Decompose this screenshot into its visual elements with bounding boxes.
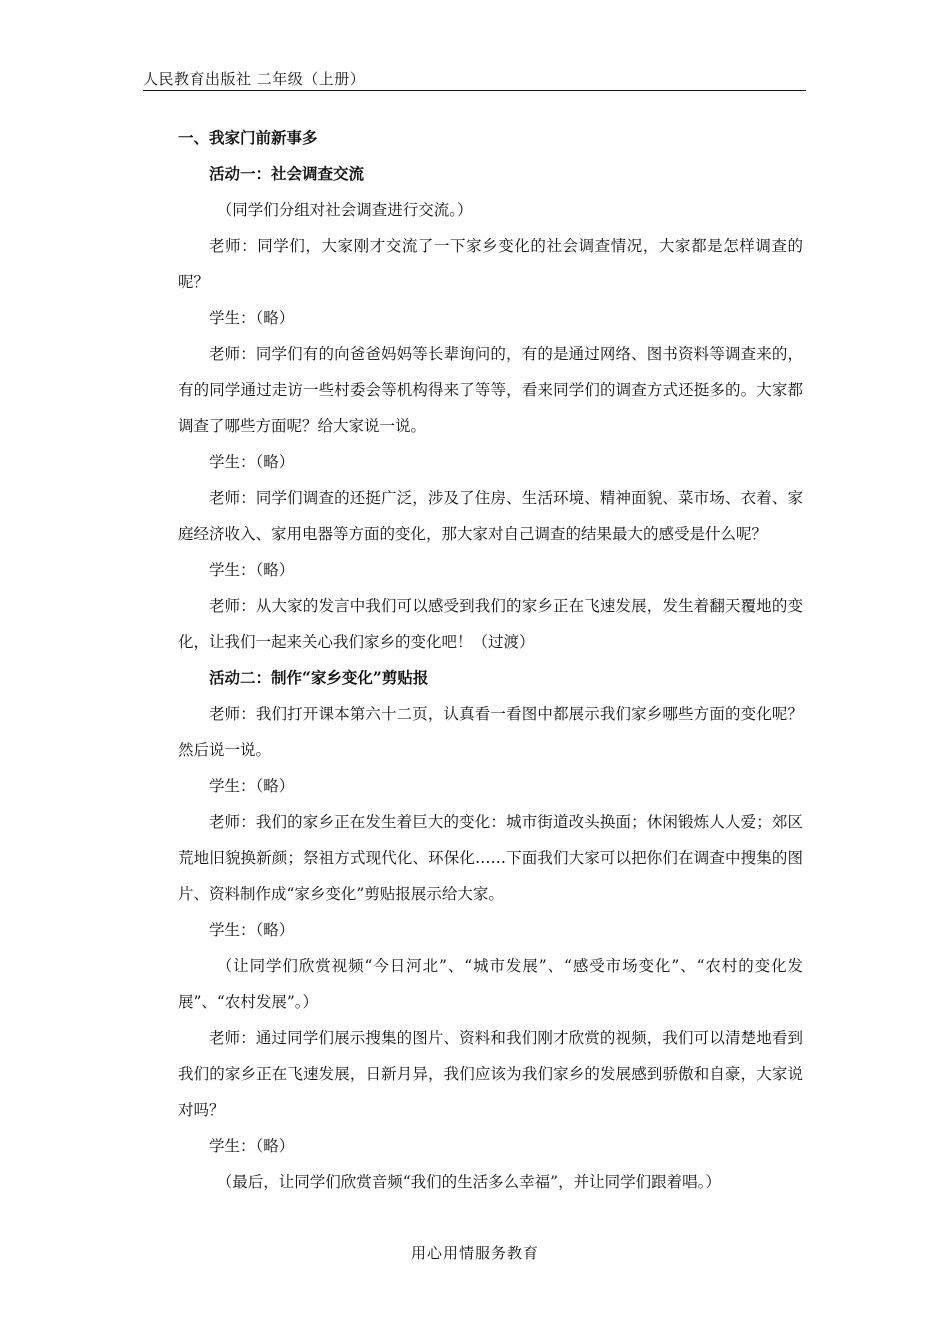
page-footer: 用心用情服务教育 — [410, 1244, 539, 1262]
teacher-line: 老师：同学们有的向爸爸妈妈等长辈询问的，有的是通过网络、图书资料等调查来的，有的同学通过走访一些村委会等机构得来了等等，看来同学们的调查方式还挺多的。大家都调查了哪些方面呢？给大家说一说。 — [178, 345, 803, 435]
student-line: 学生：（略） — [209, 777, 295, 795]
student-line: 学生：（略） — [209, 561, 295, 579]
teacher-line: 老师：我们打开课本第六十二页，认真看一看图中都展示我们家乡哪些方面的变化呢？然后说一说。 — [178, 705, 803, 759]
student-line: 学生：（略） — [209, 1137, 295, 1155]
publisher-header-text: 人民教育出版社 二年级（上册） — [143, 70, 366, 88]
stage-note: （同学们分组对社会调查进行交流。） — [216, 201, 473, 219]
document-body — [178, 120, 803, 1200]
teacher-line: 老师：从大家的发言中我们可以感受到我们的家乡正在飞速发展，发生着翻天覆地的变化，让我们一起来关心我们家乡的变化吧！（过渡） — [178, 597, 803, 651]
paragraph-list — [178, 156, 803, 1200]
teacher-line: 老师：同学们调查的还挺广泛，涉及了住房、生活环境、精神面貌、菜市场、衣着、家庭经济收入、家用电器等方面的变化，那大家对自己调查的结果最大的感受是什么呢？ — [178, 489, 803, 543]
stage-note: （最后，让同学们欣赏音频“我们的生活多么幸福”，并让同学们跟着唱。） — [216, 1173, 721, 1191]
activity-heading: 活动一：社会调查交流 — [209, 164, 365, 183]
student-line: 学生：（略） — [209, 453, 295, 471]
page-header — [143, 66, 806, 91]
student-line: 学生：（略） — [209, 921, 295, 939]
stage-note: （让同学们欣赏视频“今日河北”、“城市发展”、“感受市场变化”、“农村的变化发展”、“农村发展”。） — [178, 957, 803, 1011]
teacher-line: 老师：通过同学们展示搜集的图片、资料和我们刚才欣赏的视频，我们可以清楚地看到我们的家乡正在飞速发展，日新月异，我们应该为我们家乡的发展感到骄傲和自豪，大家说对吗？ — [178, 1029, 803, 1119]
student-line: 学生：（略） — [209, 309, 295, 327]
activity-heading: 活动二：制作“家乡变化”剪贴报 — [209, 668, 429, 687]
section-title: 一、我家门前新事多 — [178, 128, 318, 147]
teacher-line: 老师：我们的家乡正在发生着巨大的变化：城市街道改头换面；休闲锻炼人人爱；郊区荒地旧貌换新颜；祭祖方式现代化、环保化……下面我们大家可以把你们在调查中搜集的图片、资料制作成“家乡变化”剪贴报展示给大家。 — [178, 813, 803, 903]
teacher-line: 老师：同学们，大家刚才交流了一下家乡变化的社会调查情况，大家都是怎样调查的呢？ — [178, 237, 803, 291]
